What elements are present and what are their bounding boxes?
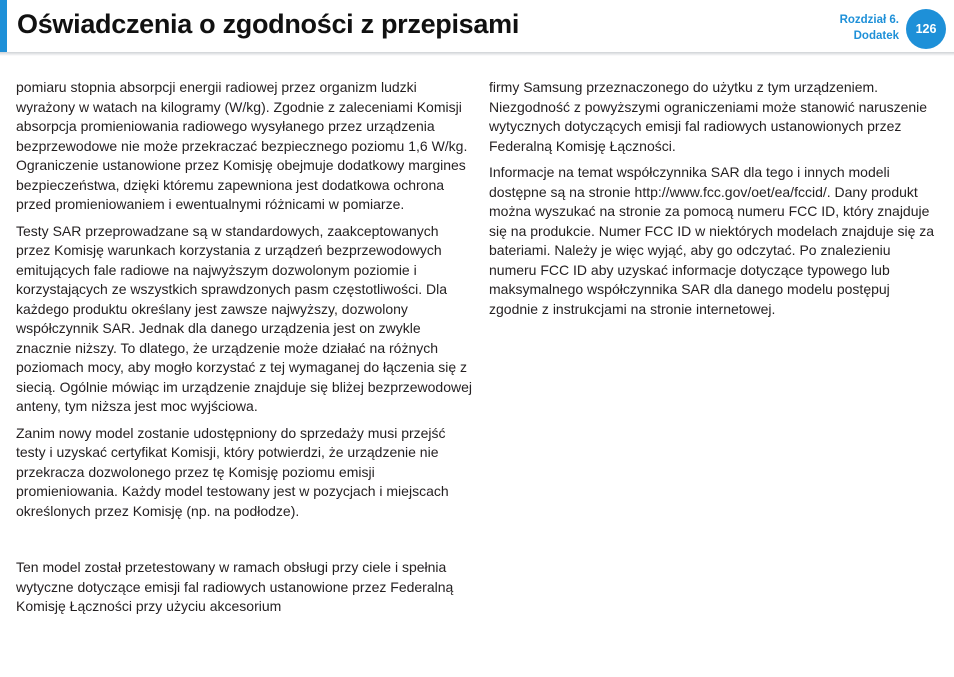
header-accent-bar [0, 0, 7, 52]
page-number-badge: 126 [906, 9, 946, 49]
header-divider [0, 52, 954, 56]
right-column [489, 78, 937, 326]
page-title: Oświadczenia o zgodności z przepisami [17, 9, 520, 39]
paragraph-certification: Zanim nowy model zostanie udostępniony do sprzedaży musi przejść testy i uzyskać certyfikat Komisji, który potwierdzi, że urządzenie nie przekracza dozwolonego przez tę Komisję poziomu emisji promieniowania. Każdy model testowany jest w pozycjach i miejscach określonych przez Komisję (np. na podłodze). [16, 424, 449, 519]
page-header [0, 0, 954, 56]
paragraph-sar-testing: Testy SAR przeprowadzane są w standardowych, zaakceptowanych przez Komisję warunkach korzystania z urządzeń bezprzewodowych emitujących fale radiowe na najwyższym dozwolonym poziomie i korzystających ze wszystkich sprawdzonych pasm częstotliwości. Dla każdego produktu określany jest zawsze najwyższy, dozwolony współczynnik SAR. Jednak dla danego urządzenia jest on zwykle znacznie niższy. To dlatego, że urządzenie może działać na różnych poziomach mocy, aby mogło korzystać z tej wymaganej do łączenia się z siecią. Ogólnie mówiąc im urządzenie znajduje się bliżej bezprzewodowej anteny, tym niższa jest moc wyjściowa. [16, 222, 473, 414]
paragraph-fcc-info: Informacje na temat współczynnika SAR dla tego i innych modeli dostępne są na stronie http://www.fcc.gov/oet/ea/fccid/. Dany produkt można wyszukać na stronie za pomocą numeru FCC ID, który znajduje się na produkcie. Numer FCC ID w niektórych modelach znajduje się za bateriami. Należy je więc wyjąć, aby go odczytać. Po znalezieniu numeru FCC ID aby uzyskać informacje dotyczące typowego lub maksymalnego współczynnika SAR dla danego modelu postępuj zgodnie z instrukcjami na stronie internetowej. [489, 164, 935, 317]
chapter-title: Dodatek [853, 30, 899, 42]
chapter-number: Rozdział 6. [839, 14, 899, 26]
paragraph-body-worn-testing: Ten model został przetestowany w ramach obsługi przy ciele i spełnia wytyczne dotyczące emisji fal radiowych ustanowione przez Federalną Komisję Łączności przy użyciu akcesorium [16, 559, 454, 614]
paragraph-sar-definition: pomiaru stopnia absorpcji energii radiowej przez organizm ludzki wyrażony w watach na kilogramy (W/kg). Zgodnie z zaleceniami Komisji absorpcja promieniowania radiowego wysyłanego przez urządzenia bezprzewodowe nie może przekraczać bezpiecznego poziomu 1,6 W/kg. Ograniczenie ustanowione przez Komisję obejmuje dodatkowy margines bezpieczeństwa, dzięki któremu zapewniona jest dodatkowa ochrona przed promieniowaniem i ewentualnymi różnicami w pomiarze. [16, 79, 468, 212]
left-column [16, 78, 476, 624]
paragraph-samsung-accessory: firmy Samsung przeznaczonego do użytku z tym urządzeniem. Niezgodność z powyższymi ograniczeniami może stanowić naruszenie wytycznych dotyczących emisji fal radiowych ustanowionych przez Federalną Komisję Łączności. [489, 79, 928, 154]
chapter-label [840, 12, 899, 44]
